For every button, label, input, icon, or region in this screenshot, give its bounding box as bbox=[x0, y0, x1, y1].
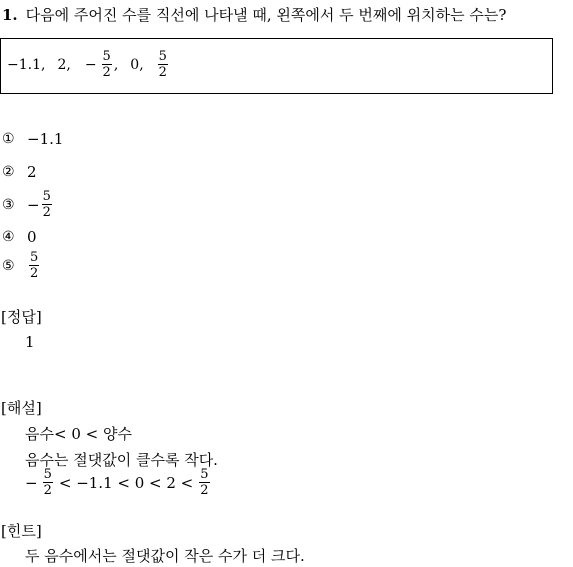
given-fraction-2-denominator: 2 bbox=[158, 65, 167, 80]
question-title bbox=[2, 4, 506, 26]
option-4[interactable] bbox=[2, 228, 37, 246]
given-number-4: 0, bbox=[130, 56, 144, 73]
explanation-fraction-2-numerator: 5 bbox=[200, 467, 209, 482]
option-5-fraction bbox=[29, 251, 39, 280]
option-3-numerator: 5 bbox=[42, 189, 51, 204]
explanation-fraction-1-denominator: 2 bbox=[43, 483, 52, 498]
option-5-denominator: 2 bbox=[30, 266, 39, 281]
option-2-mark: ② bbox=[2, 164, 15, 180]
option-4-value: 0 bbox=[27, 228, 37, 246]
option-3-fraction bbox=[42, 190, 52, 219]
answer-value: 1 bbox=[25, 333, 35, 351]
option-3-minus: − bbox=[27, 195, 40, 214]
explanation-fraction-2-denominator: 2 bbox=[200, 483, 209, 498]
option-1-value: −1.1 bbox=[27, 130, 64, 148]
given-minus-sign: − bbox=[84, 56, 97, 73]
given-comma: , bbox=[113, 56, 119, 73]
explanation-fraction-2 bbox=[199, 468, 209, 497]
option-3-mark: ③ bbox=[2, 196, 15, 213]
option-1-mark: ① bbox=[2, 131, 15, 147]
option-2[interactable] bbox=[2, 163, 37, 181]
explanation-inequality: < −1.1 < 0 < 2 < bbox=[58, 473, 194, 492]
given-number-2: 2, bbox=[57, 56, 71, 73]
option-5-numerator: 5 bbox=[30, 250, 39, 265]
explanation-fraction-1-numerator: 5 bbox=[43, 467, 52, 482]
hint-label: [힌트] bbox=[1, 522, 42, 540]
explanation-label: [해설] bbox=[1, 399, 42, 417]
explanation-line-3 bbox=[25, 468, 212, 497]
option-1[interactable] bbox=[2, 130, 63, 148]
given-fraction-denominator: 2 bbox=[102, 65, 111, 80]
given-fraction-2-numerator: 5 bbox=[158, 49, 167, 64]
given-fraction bbox=[102, 50, 112, 79]
given-fraction-numerator: 5 bbox=[102, 49, 111, 64]
explanation-minus: − bbox=[25, 473, 38, 492]
answer-label: [정답] bbox=[1, 308, 42, 326]
explanation-line-2: 음수는 절댓값이 클수록 작다. bbox=[25, 451, 218, 469]
explanation-fraction-1 bbox=[43, 468, 53, 497]
given-number-1: −1.1, bbox=[7, 56, 46, 73]
option-3[interactable] bbox=[2, 190, 54, 219]
question-text: 다음에 주어진 수를 직선에 나타낼 때, 왼쪽에서 두 번째에 위치하는 수는? bbox=[25, 6, 507, 24]
explanation-line-1: 음수< 0 < 양수 bbox=[25, 425, 132, 443]
option-3-denominator: 2 bbox=[42, 205, 51, 220]
hint-text: 두 음수에서는 절댓값이 작은 수가 더 크다. bbox=[25, 547, 305, 565]
given-fraction-2 bbox=[158, 50, 168, 79]
given-numbers-box bbox=[0, 38, 553, 94]
question-number: 1. bbox=[2, 6, 18, 24]
option-4-mark: ④ bbox=[2, 229, 15, 245]
option-5-mark: ⑤ bbox=[2, 257, 15, 274]
option-5[interactable] bbox=[2, 251, 41, 280]
option-2-value: 2 bbox=[27, 163, 37, 181]
